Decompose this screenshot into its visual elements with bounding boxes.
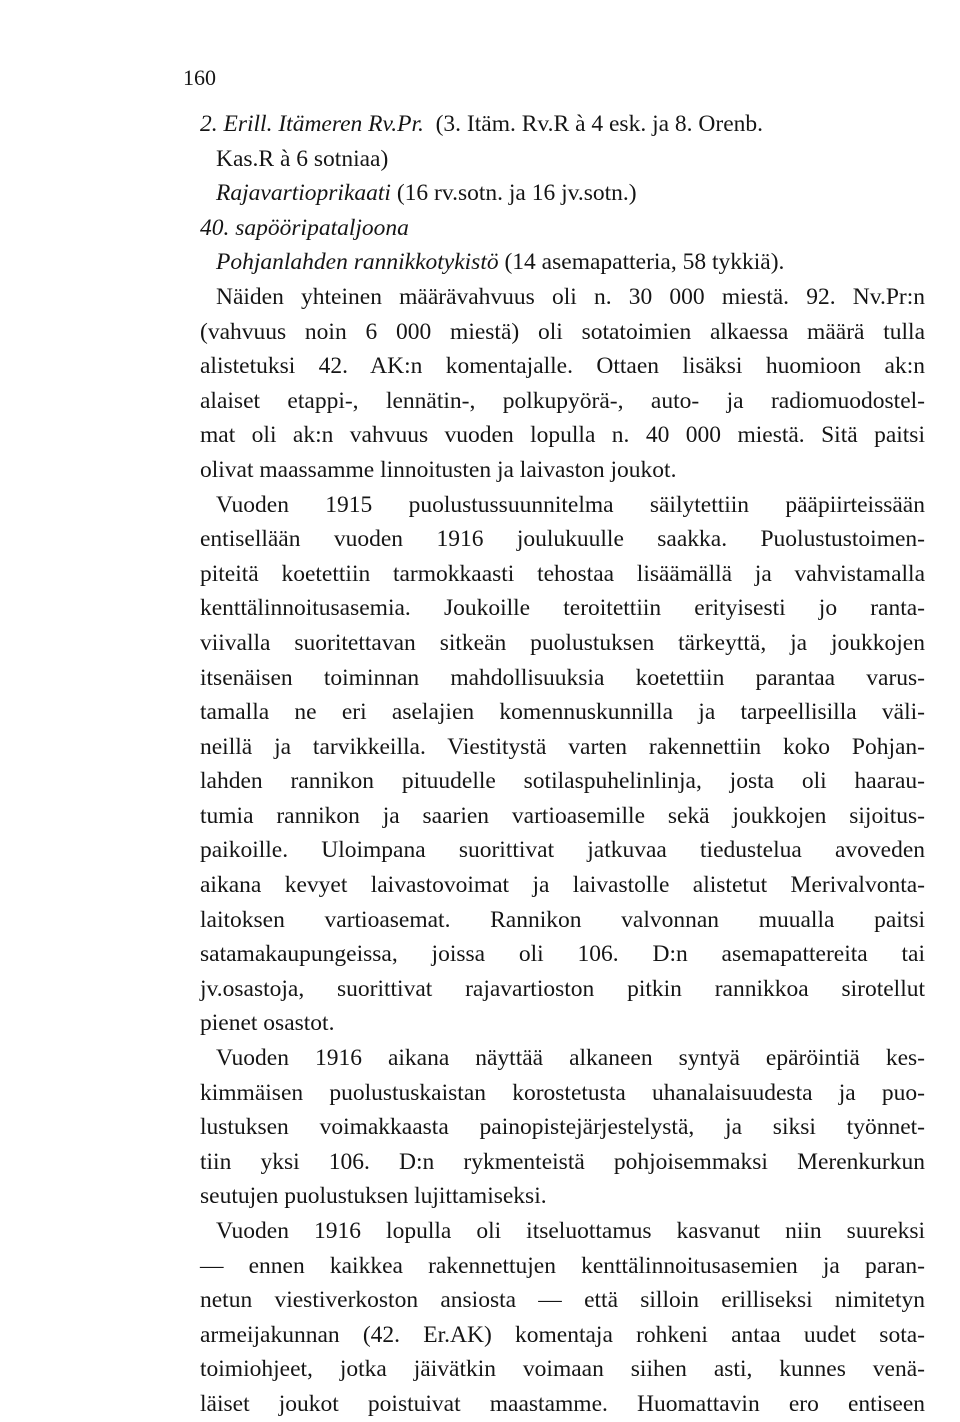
text-line: toimiohjeet, jotka jäivätkin voimaan siihen asti, kunnes venä- (200, 1356, 925, 1383)
org-line (200, 176, 925, 211)
text-line: tumia rannikon ja saarien vartioasemille sekä joukkojen sijoitus- (200, 802, 925, 829)
text-line: olivat maassamme linnoitusten ja laivaston joukot. (200, 456, 677, 483)
page-body (200, 107, 925, 1422)
text-line: pienet osastot. (200, 1010, 335, 1037)
org-line (200, 107, 925, 142)
text-line: kenttälinnoitusasemia. Joukoille teroitettiin erityisesti jo ranta- (200, 595, 925, 622)
org-line (200, 211, 925, 246)
text-line: paikoille. Uloimpana suorittivat jatkuvaa tiedustelua avoveden (200, 837, 925, 864)
text-line: satamakaupungeissa, joissa oli 106. D:n asemapattereita tai (200, 941, 925, 968)
text-line: jv.osastoja, suorittivat rajavartioston pitkin rannikkoa sirotellut (200, 975, 925, 1002)
unit-detail: (3. Itäm. Rv.R à 4 esk. ja 8. Orenb. (423, 111, 764, 137)
text-line: armeijakunnan (42. Er.AK) komentaja rohkeni antaa uudet sota- (200, 1321, 925, 1348)
text-line: Vuoden 1915 puolustussuunnitelma säilytettiin pääpiirteissään (216, 491, 925, 518)
org-line (200, 245, 925, 280)
org-line (200, 142, 925, 177)
unit-name: 2. Erill. Itämeren Rv.Pr. (200, 111, 424, 137)
unit-name: Rajavartioprikaati (216, 180, 391, 207)
unit-detail: (16 rv.sotn. ja 16 jv.sotn.) (390, 180, 637, 207)
text-line: läiset joukot poistuivat maastamme. Huomattavin ero entiseen (200, 1390, 925, 1417)
text-line: (vahvuus noin 6 000 miestä) oli sotatoimien alkaessa määrä tulla (200, 318, 925, 345)
unit-detail: Kas.R à 6 sotniaa) (216, 145, 389, 172)
body-text (200, 280, 925, 1422)
unit-detail: (14 asemapatteria, 58 tykkiä). (498, 249, 785, 276)
text-line: viivalla suoritettavan sitkeän puolustuksen tärkeyttä, ja joukkojen (200, 629, 925, 656)
text-line: neillä ja tarvikkeilla. Viestitystä varten rakennettiin koko Pohjan- (200, 733, 925, 760)
text-line: alaiset etappi-, lennätin-, polkupyörä-, auto- ja radiomuodostel- (200, 387, 925, 414)
text-line: lustuksen voimakkaasta painopistejärjestelystä, ja siksi työnnet- (200, 1114, 925, 1141)
text-line: Vuoden 1916 lopulla oli itseluottamus kasvanut niin suureksi (216, 1218, 925, 1244)
text-line: alistetuksi 42. AK:n komentajalle. Ottaen lisäksi huomioon ak:n (200, 353, 925, 380)
text-line: mat oli ak:n vahvuus vuoden lopulla n. 40 000 miestä. Sitä paitsi (200, 422, 925, 449)
text-line: Vuoden 1916 aikana näyttää alkaneen syntyä epäröintiä kes- (216, 1045, 925, 1072)
text-line: itsenäisen toiminnan mahdollisuuksia koetettiin parantaa varus- (200, 664, 925, 691)
unit-name: 40. sapööripataljoona (200, 214, 409, 241)
text-line: netun viestiverkoston ansiosta — että silloin erilliseksi nimitetyn (200, 1287, 925, 1314)
text-line: entisellään vuoden 1916 joulukuulle saakka. Puolustustoimen- (200, 526, 925, 553)
text-line: aikana kevyet laivastovoimat ja laivastolle alistetut Merivalvonta- (200, 872, 925, 899)
text-line: — ennen kaikkea rakennettujen kenttälinnoitusasemien ja paran- (200, 1252, 925, 1279)
text-line: laitoksen vartioasemat. Rannikon valvonnan muualla paitsi (200, 906, 925, 933)
page-number: 160 (183, 65, 216, 90)
text-line: Näiden yhteinen määrävahvuus oli n. 30 000 miestä. 92. Nv.Pr:n (216, 283, 925, 310)
text-line: piteitä koetettiin tarmokkaasti tehostaa lisäämällä ja vahvistamalla (200, 560, 925, 587)
text-line: tiin yksi 106. D:n rykmenteistä pohjoisemmaksi Merenkurkun (200, 1148, 925, 1175)
text-line: kimmäisen puolustuskaistan korostetusta uhanalaisuudesta ja puo- (200, 1079, 925, 1106)
organization-list (200, 107, 925, 280)
text-line: lahden rannikon pituudelle sotilaspuhelinlinja, josta oli haarau- (200, 768, 925, 795)
text-line: tamalla ne eri aselajien komennuskunnilla ja tarpeellisilla väli- (200, 699, 925, 726)
text-line: seutujen puolustuksen lujittamiseksi. (200, 1183, 547, 1210)
unit-name: Pohjanlahden rannikkotykistö (216, 249, 499, 276)
